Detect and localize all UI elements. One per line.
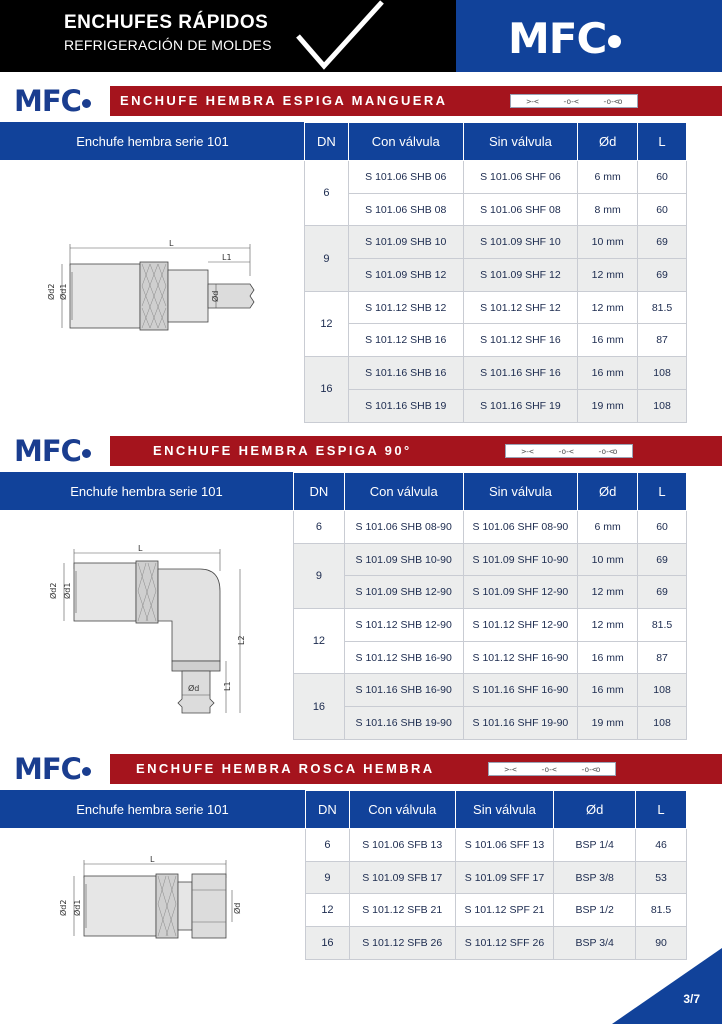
dim-d-label: Ød bbox=[188, 684, 200, 693]
cell-od: 16 mm bbox=[578, 357, 638, 390]
cell-od: 6 mm bbox=[578, 511, 638, 544]
cell-od: BSP 1/2 bbox=[554, 894, 636, 927]
cell-dn: 16 bbox=[305, 357, 349, 422]
col-header-od: Ød bbox=[554, 791, 636, 829]
cell-sin-valvula: S 101.09 SHF 10 bbox=[463, 226, 578, 259]
cell-od: BSP 1/4 bbox=[554, 829, 636, 862]
cell-l: 87 bbox=[638, 641, 687, 674]
cell-dn: 12 bbox=[306, 894, 350, 927]
coupler-symbols-icon bbox=[510, 94, 638, 108]
cell-con-valvula: S 101.09 SFB 17 bbox=[349, 861, 455, 894]
brand-logo-text: MFC bbox=[508, 14, 607, 63]
cell-con-valvula: S 101.09 SHB 12 bbox=[348, 259, 463, 292]
cell-con-valvula: S 101.06 SHB 08-90 bbox=[344, 511, 463, 544]
mfc-logo-text: MFC bbox=[14, 434, 81, 468]
cell-l: 81.5 bbox=[638, 291, 687, 324]
cell-dn: 12 bbox=[294, 609, 345, 674]
product-drawing bbox=[40, 236, 280, 346]
cell-dn: 9 bbox=[305, 226, 349, 291]
cell-sin-valvula: S 101.16 SHF 19-90 bbox=[463, 707, 578, 740]
section-espiga-manguera bbox=[0, 86, 722, 426]
cell-l: 69 bbox=[638, 543, 687, 576]
cell-dn: 6 bbox=[306, 829, 350, 862]
cell-l: 108 bbox=[638, 389, 687, 422]
dim-d2-label: Ød2 bbox=[47, 283, 56, 300]
page-header bbox=[0, 0, 722, 72]
cell-sin-valvula: S 101.12 SFF 26 bbox=[455, 927, 554, 960]
product-drawing bbox=[40, 541, 260, 716]
cell-con-valvula: S 101.06 SHB 08 bbox=[348, 193, 463, 226]
dim-L2-label: L2 bbox=[237, 635, 246, 645]
cell-od: 8 mm bbox=[578, 193, 638, 226]
page-number: 3/7 bbox=[683, 992, 700, 1006]
mfc-logo-dot bbox=[82, 449, 91, 458]
table-row bbox=[294, 707, 687, 740]
cell-l: 108 bbox=[638, 674, 687, 707]
section-title-bar bbox=[110, 436, 722, 466]
table-row bbox=[305, 226, 687, 259]
brand-logo bbox=[508, 14, 621, 63]
cell-l: 60 bbox=[638, 161, 687, 194]
cell-l: 87 bbox=[638, 324, 687, 357]
col-header-con-valvula: Con válvula bbox=[349, 791, 455, 829]
mfc-logo bbox=[14, 86, 91, 116]
series-label: Enchufe hembra serie 101 bbox=[0, 790, 305, 828]
dim-d1-label: Ød1 bbox=[63, 582, 72, 599]
cell-con-valvula: S 101.12 SHB 16-90 bbox=[344, 641, 463, 674]
col-header-od: Ød bbox=[578, 473, 638, 511]
coupler-symbol-icon: -o-<o bbox=[602, 96, 622, 106]
cell-sin-valvula: S 101.12 SHF 16-90 bbox=[463, 641, 578, 674]
cell-l: 60 bbox=[638, 511, 687, 544]
col-header-dn: DN bbox=[306, 791, 350, 829]
header-subtitle: REFRIGERACIÓN DE MOLDES bbox=[64, 37, 272, 53]
table-row bbox=[306, 861, 687, 894]
cell-sin-valvula: S 101.06 SFF 13 bbox=[455, 829, 554, 862]
cell-l: 46 bbox=[636, 829, 687, 862]
dim-d-label: Ød bbox=[211, 290, 220, 302]
cell-con-valvula: S 101.06 SFB 13 bbox=[349, 829, 455, 862]
cell-dn: 16 bbox=[306, 927, 350, 960]
mfc-logo-dot bbox=[82, 99, 91, 108]
table-row bbox=[305, 259, 687, 292]
cell-sin-valvula: S 101.16 SHF 19 bbox=[463, 389, 578, 422]
coupler-symbol-icon: -o-< bbox=[557, 446, 573, 456]
table-row bbox=[294, 609, 687, 642]
cell-l: 81.5 bbox=[636, 894, 687, 927]
table-row bbox=[306, 829, 687, 862]
cell-dn: 9 bbox=[294, 543, 345, 608]
col-header-sin-valvula: Sin válvula bbox=[463, 473, 578, 511]
table-header-row bbox=[294, 473, 687, 511]
coupler-symbol-icon: >-< bbox=[526, 96, 538, 106]
cell-sin-valvula: S 101.09 SHF 12 bbox=[463, 259, 578, 292]
cell-l: 81.5 bbox=[638, 609, 687, 642]
cell-con-valvula: S 101.16 SHB 19-90 bbox=[344, 707, 463, 740]
section-banner bbox=[0, 754, 722, 784]
col-header-con-valvula: Con válvula bbox=[348, 123, 463, 161]
coupler-symbols-icon bbox=[488, 762, 616, 776]
spec-table bbox=[305, 790, 687, 960]
cell-sin-valvula: S 101.09 SHF 10-90 bbox=[463, 543, 578, 576]
table-header-row bbox=[305, 123, 687, 161]
col-header-sin-valvula: Sin válvula bbox=[463, 123, 578, 161]
mfc-logo-text: MFC bbox=[14, 84, 81, 118]
cell-od: 12 mm bbox=[578, 259, 638, 292]
coupler-symbol-icon: -o-<o bbox=[597, 446, 617, 456]
cell-l: 90 bbox=[636, 927, 687, 960]
section-title-bar bbox=[110, 754, 722, 784]
dim-L-label: L bbox=[169, 239, 174, 248]
cell-con-valvula: S 101.16 SHB 16-90 bbox=[344, 674, 463, 707]
mfc-logo-dot bbox=[82, 767, 91, 776]
col-header-dn: DN bbox=[305, 123, 349, 161]
cell-dn: 6 bbox=[294, 511, 345, 544]
cell-sin-valvula: S 101.12 SPF 21 bbox=[455, 894, 554, 927]
cell-con-valvula: S 101.12 SFB 21 bbox=[349, 894, 455, 927]
cell-sin-valvula: S 101.06 SHF 08 bbox=[463, 193, 578, 226]
series-label: Enchufe hembra serie 101 bbox=[0, 122, 305, 160]
elbow-coupler-drawing bbox=[40, 541, 260, 716]
cell-dn: 16 bbox=[294, 674, 345, 739]
col-header-l: L bbox=[638, 123, 687, 161]
cell-sin-valvula: S 101.16 SHF 16-90 bbox=[463, 674, 578, 707]
cell-con-valvula: S 101.16 SHB 16 bbox=[348, 357, 463, 390]
dim-L1-label: L1 bbox=[222, 253, 232, 262]
dim-d1-label: Ød1 bbox=[59, 283, 68, 300]
table-row bbox=[306, 894, 687, 927]
cell-od: 16 mm bbox=[578, 674, 638, 707]
brand-logo-dot bbox=[608, 35, 621, 48]
section-title: ENCHUFE HEMBRA ESPIGA 90° bbox=[153, 443, 412, 458]
coupler-symbol-icon: -o-<o bbox=[580, 764, 600, 774]
table-row bbox=[305, 161, 687, 194]
cell-od: BSP 3/4 bbox=[554, 927, 636, 960]
product-drawing bbox=[50, 854, 260, 949]
cell-sin-valvula: S 101.12 SHF 16 bbox=[463, 324, 578, 357]
cell-od: 10 mm bbox=[578, 226, 638, 259]
cell-l: 69 bbox=[638, 576, 687, 609]
cell-con-valvula: S 101.12 SHB 12-90 bbox=[344, 609, 463, 642]
cell-od: 19 mm bbox=[578, 707, 638, 740]
coupler-symbol-icon: >-< bbox=[504, 764, 516, 774]
section-banner bbox=[0, 86, 722, 116]
cell-sin-valvula: S 101.06 SHF 06 bbox=[463, 161, 578, 194]
check-mark-icon bbox=[290, 0, 390, 72]
cell-l: 108 bbox=[638, 707, 687, 740]
header-brand-block bbox=[456, 0, 722, 72]
cell-con-valvula: S 101.12 SHB 12 bbox=[348, 291, 463, 324]
cell-l: 53 bbox=[636, 861, 687, 894]
spec-table bbox=[304, 122, 687, 423]
coupler-symbol-icon: -o-< bbox=[540, 764, 556, 774]
mfc-logo bbox=[14, 754, 91, 784]
table-row bbox=[294, 674, 687, 707]
cell-sin-valvula: S 101.09 SHF 12-90 bbox=[463, 576, 578, 609]
mfc-logo bbox=[14, 436, 91, 466]
cell-od: 12 mm bbox=[578, 576, 638, 609]
table-row bbox=[305, 324, 687, 357]
page-corner-triangle bbox=[612, 948, 722, 1024]
header-title-block bbox=[0, 0, 456, 72]
section-title: ENCHUFE HEMBRA ROSCA HEMBRA bbox=[136, 761, 435, 776]
section-title-bar bbox=[110, 86, 722, 116]
col-header-od: Ød bbox=[578, 123, 638, 161]
table-row bbox=[305, 389, 687, 422]
cell-sin-valvula: S 101.16 SHF 16 bbox=[463, 357, 578, 390]
cell-dn: 9 bbox=[306, 861, 350, 894]
coupler-symbol-icon: -o-< bbox=[562, 96, 578, 106]
cell-dn: 6 bbox=[305, 161, 349, 226]
cell-con-valvula: S 101.09 SHB 10-90 bbox=[344, 543, 463, 576]
coupler-symbol-icon: >-< bbox=[521, 446, 533, 456]
cell-od: 12 mm bbox=[578, 609, 638, 642]
cell-con-valvula: S 101.09 SHB 12-90 bbox=[344, 576, 463, 609]
table-row bbox=[294, 641, 687, 674]
cell-l: 69 bbox=[638, 259, 687, 292]
cell-con-valvula: S 101.16 SHB 19 bbox=[348, 389, 463, 422]
col-header-con-valvula: Con válvula bbox=[344, 473, 463, 511]
cell-l: 69 bbox=[638, 226, 687, 259]
section-title: ENCHUFE HEMBRA ESPIGA MANGUERA bbox=[120, 93, 448, 108]
coupler-symbols-icon bbox=[505, 444, 633, 458]
cell-od: BSP 3/8 bbox=[554, 861, 636, 894]
section-banner bbox=[0, 436, 722, 466]
table-row bbox=[305, 193, 687, 226]
cell-con-valvula: S 101.06 SHB 06 bbox=[348, 161, 463, 194]
cell-con-valvula: S 101.12 SHB 16 bbox=[348, 324, 463, 357]
col-header-dn: DN bbox=[294, 473, 345, 511]
spec-table bbox=[293, 472, 687, 740]
dim-d1-label: Ød1 bbox=[73, 899, 82, 916]
col-header-l: L bbox=[636, 791, 687, 829]
col-header-sin-valvula: Sin válvula bbox=[455, 791, 554, 829]
cell-l: 60 bbox=[638, 193, 687, 226]
dim-L-label: L bbox=[138, 544, 143, 553]
cell-sin-valvula: S 101.12 SHF 12-90 bbox=[463, 609, 578, 642]
female-thread-coupler-drawing bbox=[50, 854, 260, 949]
header-title: ENCHUFES RÁPIDOS bbox=[64, 12, 269, 33]
cell-od: 6 mm bbox=[578, 161, 638, 194]
cell-sin-valvula: S 101.12 SHF 12 bbox=[463, 291, 578, 324]
table-header-row bbox=[306, 791, 687, 829]
hose-coupler-drawing bbox=[40, 236, 280, 346]
table-row bbox=[294, 576, 687, 609]
table-row bbox=[305, 357, 687, 390]
dim-L-label: L bbox=[150, 855, 155, 864]
table-row bbox=[305, 291, 687, 324]
section-espiga-90 bbox=[0, 436, 722, 744]
dim-d2-label: Ød2 bbox=[59, 899, 68, 916]
dim-d-label: Ød bbox=[233, 902, 242, 914]
cell-con-valvula: S 101.09 SHB 10 bbox=[348, 226, 463, 259]
section-rosca-hembra bbox=[0, 754, 722, 969]
cell-sin-valvula: S 101.09 SFF 17 bbox=[455, 861, 554, 894]
table-row bbox=[294, 543, 687, 576]
cell-sin-valvula: S 101.06 SHF 08-90 bbox=[463, 511, 578, 544]
cell-l: 108 bbox=[638, 357, 687, 390]
dim-d2-label: Ød2 bbox=[49, 582, 58, 599]
cell-od: 19 mm bbox=[578, 389, 638, 422]
dim-L1-label: L1 bbox=[223, 681, 232, 691]
cell-od: 10 mm bbox=[578, 543, 638, 576]
table-row bbox=[294, 511, 687, 544]
cell-od: 16 mm bbox=[578, 641, 638, 674]
cell-dn: 12 bbox=[305, 291, 349, 356]
col-header-l: L bbox=[638, 473, 687, 511]
cell-con-valvula: S 101.12 SFB 26 bbox=[349, 927, 455, 960]
cell-od: 16 mm bbox=[578, 324, 638, 357]
mfc-logo-text: MFC bbox=[14, 752, 81, 786]
cell-od: 12 mm bbox=[578, 291, 638, 324]
series-label: Enchufe hembra serie 101 bbox=[0, 472, 293, 510]
